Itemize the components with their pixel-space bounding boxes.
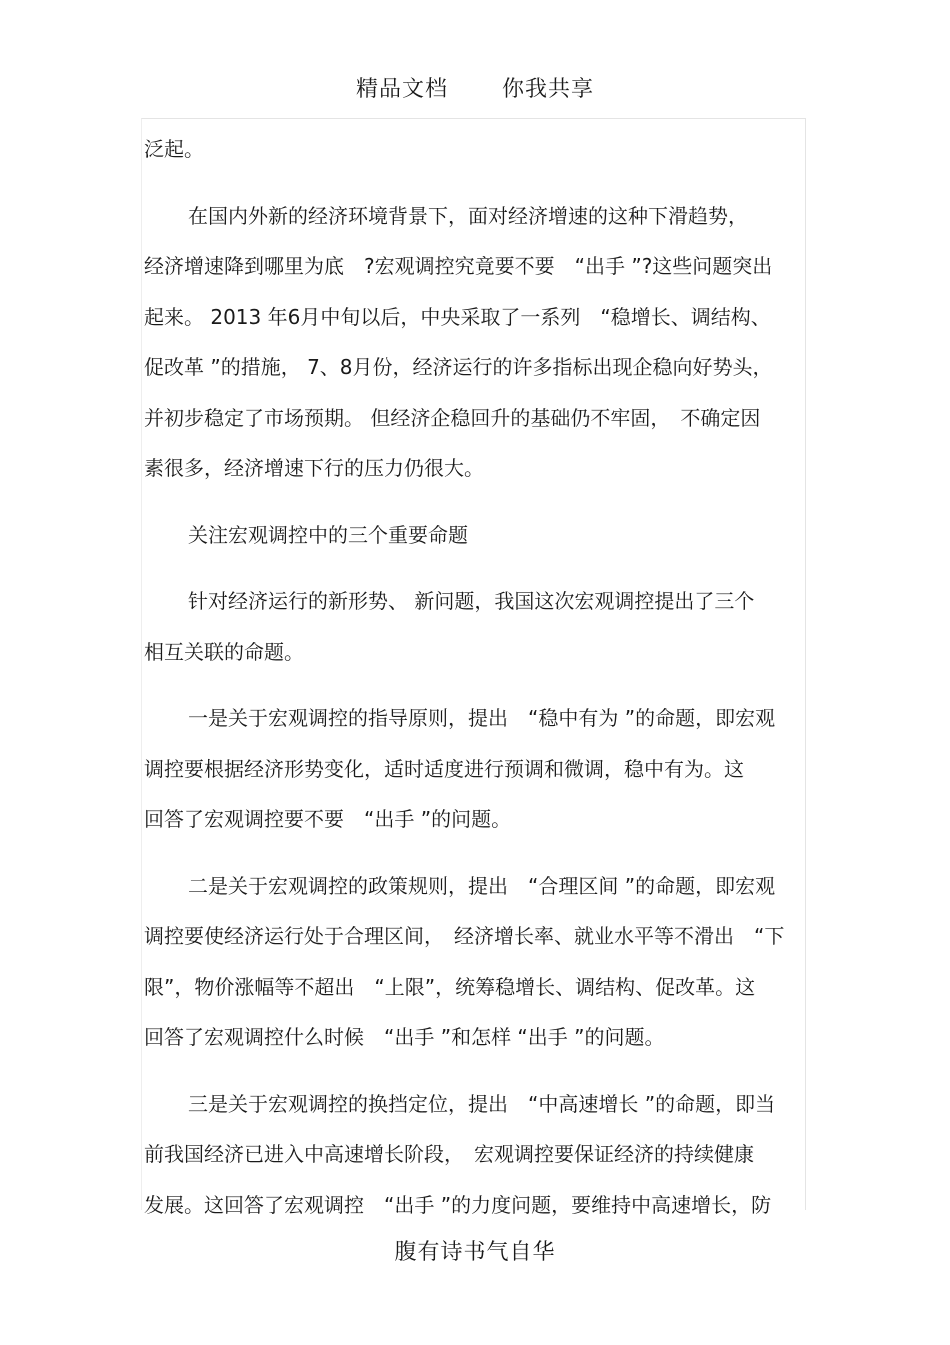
document-body (144, 124, 806, 1246)
text-line: 相互关联的命题。 (144, 639, 304, 664)
header-left: 精品文档 (355, 77, 448, 102)
text-line: 并初步稳定了市场预期。 但经济企稳回升的基础仍不牢固， 不确定因 (144, 405, 761, 430)
page-footer: 腹有诗书气自华 (394, 1240, 556, 1265)
text-line: 泛起。 (144, 137, 204, 161)
text-line: 促改革 ”的措施， 7、8月份，经济运行的许多指标出现企稳向好势头， (144, 355, 773, 379)
page-header (0, 72, 950, 103)
text-line: 限”，物价涨幅等不超出 “上限”，统筹稳增长、调结构、促改革。这 (144, 974, 756, 999)
text-line: 回答了宏观调控什么时候 “出手 ”和怎样 “出手 ”的问题。 (144, 1025, 665, 1049)
text-line: 经济增速降到哪里为底 ?宏观调控究竟要不要 “出手 ”?这些问题突出 (144, 254, 773, 278)
text-line: 调控要使经济运行处于合理区间， 经济增长率、就业水平等不滑出 “下 (144, 924, 785, 948)
text-line: 三是关于宏观调控的换挡定位，提出 “中高速增长 ”的命题，即当 (188, 1091, 776, 1116)
text-line: 发展。这回答了宏观调控 “出手 ”的力度问题，要维持中高速增长，防 (144, 1192, 772, 1217)
text-line: 调控要根据经济形势变化，适时适度进行预调和微调，稳中有为。这 (144, 756, 744, 781)
paragraph (144, 861, 806, 1063)
text-line: 二是关于宏观调控的政策规则，提出 “合理区间 ”的命题，即宏观 (188, 873, 776, 898)
paragraph (144, 124, 806, 175)
text-line: 一是关于宏观调控的指导原则，提出 “稳中有为 ”的命题，即宏观 (188, 706, 776, 730)
section-heading (144, 510, 806, 561)
paragraph (144, 693, 806, 845)
text-line: 关注宏观调控中的三个重要命题 (188, 522, 468, 547)
text-line: 前我国经济已进入中高速增长阶段， 宏观调控要保证经济的持续健康 (144, 1142, 754, 1166)
text-line: 在国内外新的经济环境背景下，面对经济增速的这种下滑趋势， (188, 203, 748, 228)
text-line: 针对经济运行的新形势、 新问题，我国这次宏观调控提出了三个 (188, 589, 755, 613)
text-line: 起来。 2013 年6月中旬以后，中央采取了一系列 “稳增长、调结构、 (144, 304, 771, 329)
text-line: 素很多，经济增速下行的压力仍很大。 (144, 456, 484, 480)
text-line: 回答了宏观调控要不要 “出手 ”的问题。 (144, 807, 512, 831)
paragraph (144, 576, 806, 677)
header-right: 你我共享 (502, 77, 595, 102)
paragraph (144, 1079, 806, 1231)
paragraph (144, 191, 806, 494)
